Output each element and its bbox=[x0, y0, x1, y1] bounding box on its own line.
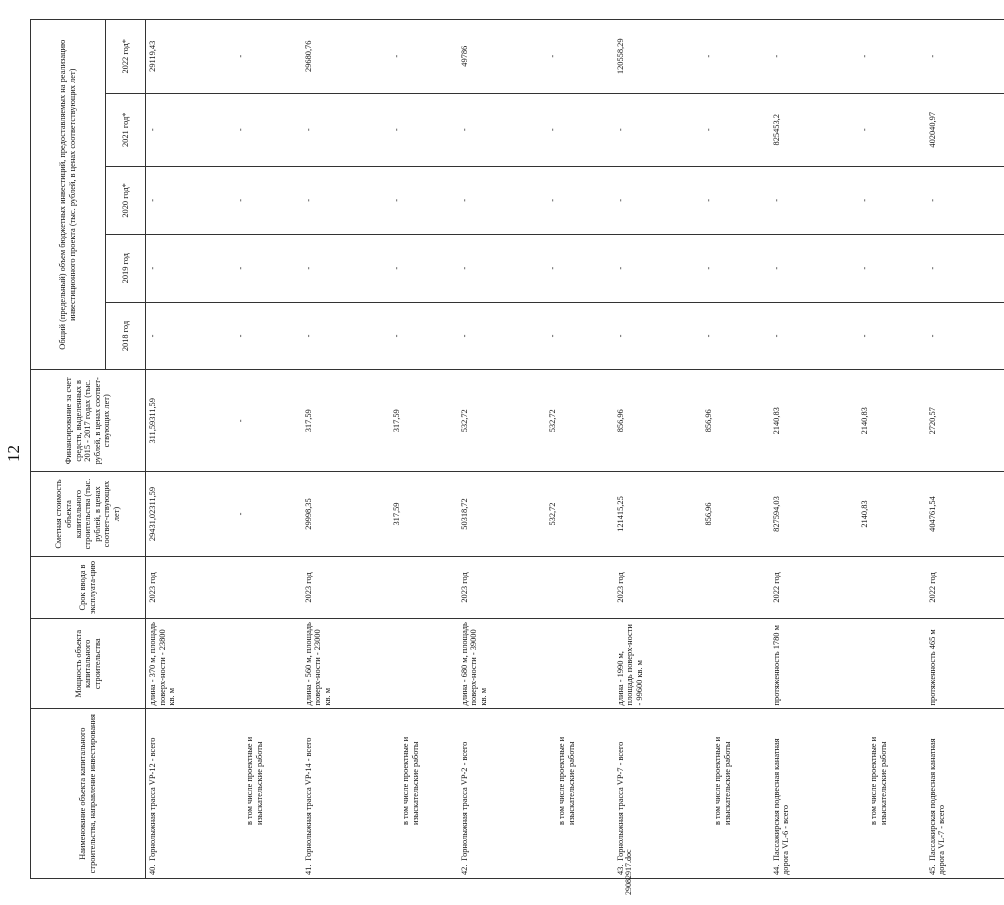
table-row bbox=[848, 20, 926, 879]
cell-y2021: - bbox=[536, 93, 614, 166]
row-number: 40. bbox=[148, 864, 157, 875]
cell-y2021: - bbox=[458, 93, 536, 166]
cell-name bbox=[926, 709, 1004, 879]
header-estimated-cost: Сметная стоимость объекта капитального строительства (тыс. рублей, в ценах соответ-ствующих лет) bbox=[31, 472, 146, 557]
header-year: 2022 год* bbox=[106, 20, 146, 94]
header-financing: Финансирование за счет средств, выделенных в 2015 - 2017 годах (тыс. рублей, в ценах соответ-ствующих лет) bbox=[31, 370, 146, 472]
table-row bbox=[770, 20, 848, 879]
cell-name bbox=[146, 709, 224, 879]
cell-cost: 404761,54 bbox=[926, 472, 1004, 557]
header-year: 2018 год bbox=[106, 302, 146, 370]
table-row bbox=[458, 20, 536, 879]
cell-cost: - bbox=[224, 472, 302, 557]
row-name: Пассажирская подвесная канатная дорога VL-6 - всего bbox=[771, 738, 791, 875]
cell-y2021: 825453,2 bbox=[770, 93, 848, 166]
table-row bbox=[146, 20, 224, 879]
cell-name bbox=[536, 709, 614, 879]
cell-y2020: - bbox=[146, 166, 224, 234]
row-number: 44. bbox=[771, 864, 781, 875]
cell-y2018: - bbox=[146, 302, 224, 370]
row-name: Горнолыжная трасса VP-7 - всего bbox=[615, 741, 625, 861]
cell-y2018: - bbox=[536, 302, 614, 370]
cell-y2021: 402040,97 bbox=[926, 93, 1004, 166]
cell-y2022: - bbox=[224, 20, 302, 94]
row-name: в том числе проектные и изыскательские работы bbox=[245, 736, 264, 825]
cell-capacity: длина - 370 м, площадь поверх-ности - 23800 кв. м bbox=[146, 619, 224, 709]
table-body bbox=[146, 20, 1004, 879]
row-name: в том числе проектные и изыскательские работы bbox=[713, 736, 732, 825]
cell-y2019: - bbox=[458, 234, 536, 302]
cell-name bbox=[770, 709, 848, 879]
cell-y2019: - bbox=[536, 234, 614, 302]
cell-y2022: 29680,76 bbox=[302, 20, 380, 94]
table-row bbox=[380, 20, 458, 879]
row-name: Горнолыжная трасса VP-2 - всего bbox=[459, 741, 469, 861]
row-number: 45. bbox=[927, 864, 937, 875]
cell-y2020: - bbox=[380, 166, 458, 234]
cell-capacity: протяженность 465 м bbox=[926, 619, 1004, 709]
cell-y2020: - bbox=[458, 166, 536, 234]
cell-cost: 532,72 bbox=[536, 472, 614, 557]
cell-term bbox=[380, 556, 458, 618]
table-row bbox=[224, 20, 302, 879]
cell-capacity bbox=[224, 619, 302, 709]
cell-term bbox=[224, 556, 302, 618]
cell-name bbox=[380, 709, 458, 879]
cell-y2020: - bbox=[614, 166, 692, 234]
header-commission: Срок ввода в эксплуата-цию bbox=[31, 556, 146, 618]
row-name: в том числе проектные и изыскательские работы bbox=[401, 736, 420, 825]
cell-y2018: - bbox=[302, 302, 380, 370]
cell-y2020: - bbox=[770, 166, 848, 234]
header-capacity: Мощность объекта капитального строительства bbox=[31, 619, 146, 709]
cell-capacity: длина - 560 м, площадь поверх-ности - 23000 кв. м bbox=[302, 619, 380, 709]
cell-fin: 532,72 bbox=[458, 370, 536, 472]
cell-cost: 29431,02311,59 bbox=[146, 472, 224, 557]
cell-y2022: - bbox=[926, 20, 1004, 94]
cell-y2021: - bbox=[614, 93, 692, 166]
cell-term: 2022 год bbox=[770, 556, 848, 618]
table-row bbox=[536, 20, 614, 879]
cell-y2020: - bbox=[224, 166, 302, 234]
cell-y2021: - bbox=[848, 93, 926, 166]
cell-term: 2023 год bbox=[146, 556, 224, 618]
cell-name bbox=[848, 709, 926, 879]
cell-y2022: 120558,29 bbox=[614, 20, 692, 94]
cell-cost: 856,96 bbox=[692, 472, 770, 557]
table-row bbox=[302, 20, 380, 879]
cell-capacity bbox=[692, 619, 770, 709]
cell-y2018: - bbox=[380, 302, 458, 370]
cell-fin: 311,59311,59 bbox=[146, 370, 224, 472]
cell-cost: 50318,72 bbox=[458, 472, 536, 557]
cell-y2018: - bbox=[848, 302, 926, 370]
cell-term bbox=[536, 556, 614, 618]
cell-y2021: - bbox=[380, 93, 458, 166]
row-name: Пассажирская подвесная канатная дорога VL-7 - всего bbox=[927, 738, 947, 875]
cell-y2019: - bbox=[848, 234, 926, 302]
cell-y2018: - bbox=[692, 302, 770, 370]
cell-fin: 317,59 bbox=[380, 370, 458, 472]
cell-y2020: - bbox=[848, 166, 926, 234]
cell-y2022: 49786 bbox=[458, 20, 536, 94]
cell-y2019: - bbox=[614, 234, 692, 302]
cell-fin: 856,96 bbox=[614, 370, 692, 472]
cell-y2021: - bbox=[146, 93, 224, 166]
cell-capacity: протяженность 1780 м bbox=[770, 619, 848, 709]
cell-y2022: - bbox=[848, 20, 926, 94]
cell-y2022: 29119,43 bbox=[146, 20, 224, 94]
row-name: Горнолыжная трасса VP-12 - всего bbox=[148, 737, 157, 861]
cell-y2019: - bbox=[302, 234, 380, 302]
cell-cost: 121415,25 bbox=[614, 472, 692, 557]
cell-y2019: - bbox=[380, 234, 458, 302]
row-number: 43. bbox=[615, 864, 625, 875]
cell-y2021: - bbox=[692, 93, 770, 166]
cell-y2020: - bbox=[302, 166, 380, 234]
header-year: 2021 год* bbox=[106, 93, 146, 166]
cell-term bbox=[692, 556, 770, 618]
cell-y2021: - bbox=[224, 93, 302, 166]
cell-fin: 2140,83 bbox=[770, 370, 848, 472]
row-name: в том числе проектные и изыскательские работы bbox=[869, 736, 888, 825]
cell-y2019: - bbox=[692, 234, 770, 302]
cell-capacity: длина - 1990 м, площадь поверх-ности - 99600 кв. м bbox=[614, 619, 692, 709]
header-year: 2019 год bbox=[106, 234, 146, 302]
cell-y2020: - bbox=[536, 166, 614, 234]
row-number: 41. bbox=[303, 864, 313, 875]
cell-fin: 317,59 bbox=[302, 370, 380, 472]
table-row bbox=[614, 20, 692, 879]
row-name: Горнолыжная трасса VP-14 - всего bbox=[303, 737, 313, 861]
cell-y2019: - bbox=[926, 234, 1004, 302]
cell-y2019: - bbox=[146, 234, 224, 302]
cell-term: 2023 год bbox=[302, 556, 380, 618]
cell-y2019: - bbox=[224, 234, 302, 302]
footer-code: 29082917.doc bbox=[624, 849, 633, 895]
cell-cost: 827594,03 bbox=[770, 472, 848, 557]
cell-cost: 317,59 bbox=[380, 472, 458, 557]
cell-y2018: - bbox=[224, 302, 302, 370]
page-number: 12 bbox=[4, 445, 23, 462]
cell-y2022: - bbox=[536, 20, 614, 94]
cell-term bbox=[848, 556, 926, 618]
cell-fin: 856,96 bbox=[692, 370, 770, 472]
cell-y2022: - bbox=[770, 20, 848, 94]
cell-fin: 532,72 bbox=[536, 370, 614, 472]
header-year: 2020 год* bbox=[106, 166, 146, 234]
row-name: в том числе проектные и изыскательские работы bbox=[557, 736, 576, 825]
cell-capacity bbox=[536, 619, 614, 709]
cell-y2018: - bbox=[458, 302, 536, 370]
cell-fin: - bbox=[224, 370, 302, 472]
cell-name bbox=[692, 709, 770, 879]
header-name: Наименование объекта капитального строительства, направление инвестирования bbox=[31, 709, 146, 879]
cell-y2018: - bbox=[614, 302, 692, 370]
cell-y2018: - bbox=[770, 302, 848, 370]
cell-term: 2023 год bbox=[458, 556, 536, 618]
header-total-volume: Общий (предельный) объем бюджетных инвестиций, предоставляемых на реализацию инвестиционного проекта (тыс. рублей, в ценах соответствующих лет) bbox=[31, 20, 106, 370]
cell-term: 2023 год bbox=[614, 556, 692, 618]
cell-cost: 2140,83 bbox=[848, 472, 926, 557]
cell-capacity: длина - 680 м, площадь поверх-ности - 39000 кв. м bbox=[458, 619, 536, 709]
cell-name bbox=[224, 709, 302, 879]
cell-name bbox=[458, 709, 536, 879]
cell-y2022: - bbox=[692, 20, 770, 94]
cell-y2019: - bbox=[770, 234, 848, 302]
cell-fin: 2140,83 bbox=[848, 370, 926, 472]
cell-y2021: - bbox=[302, 93, 380, 166]
investment-table bbox=[30, 19, 1004, 879]
row-number: 42. bbox=[459, 864, 469, 875]
cell-y2018: - bbox=[926, 302, 1004, 370]
table-row bbox=[926, 20, 1004, 879]
cell-cost: 29998,35 bbox=[302, 472, 380, 557]
cell-term: 2022 год bbox=[926, 556, 1004, 618]
cell-capacity bbox=[380, 619, 458, 709]
cell-capacity bbox=[848, 619, 926, 709]
cell-y2022: - bbox=[380, 20, 458, 94]
cell-y2020: - bbox=[926, 166, 1004, 234]
table-row bbox=[692, 20, 770, 879]
cell-name bbox=[302, 709, 380, 879]
cell-fin: 2720,57 bbox=[926, 370, 1004, 472]
cell-y2020: - bbox=[692, 166, 770, 234]
